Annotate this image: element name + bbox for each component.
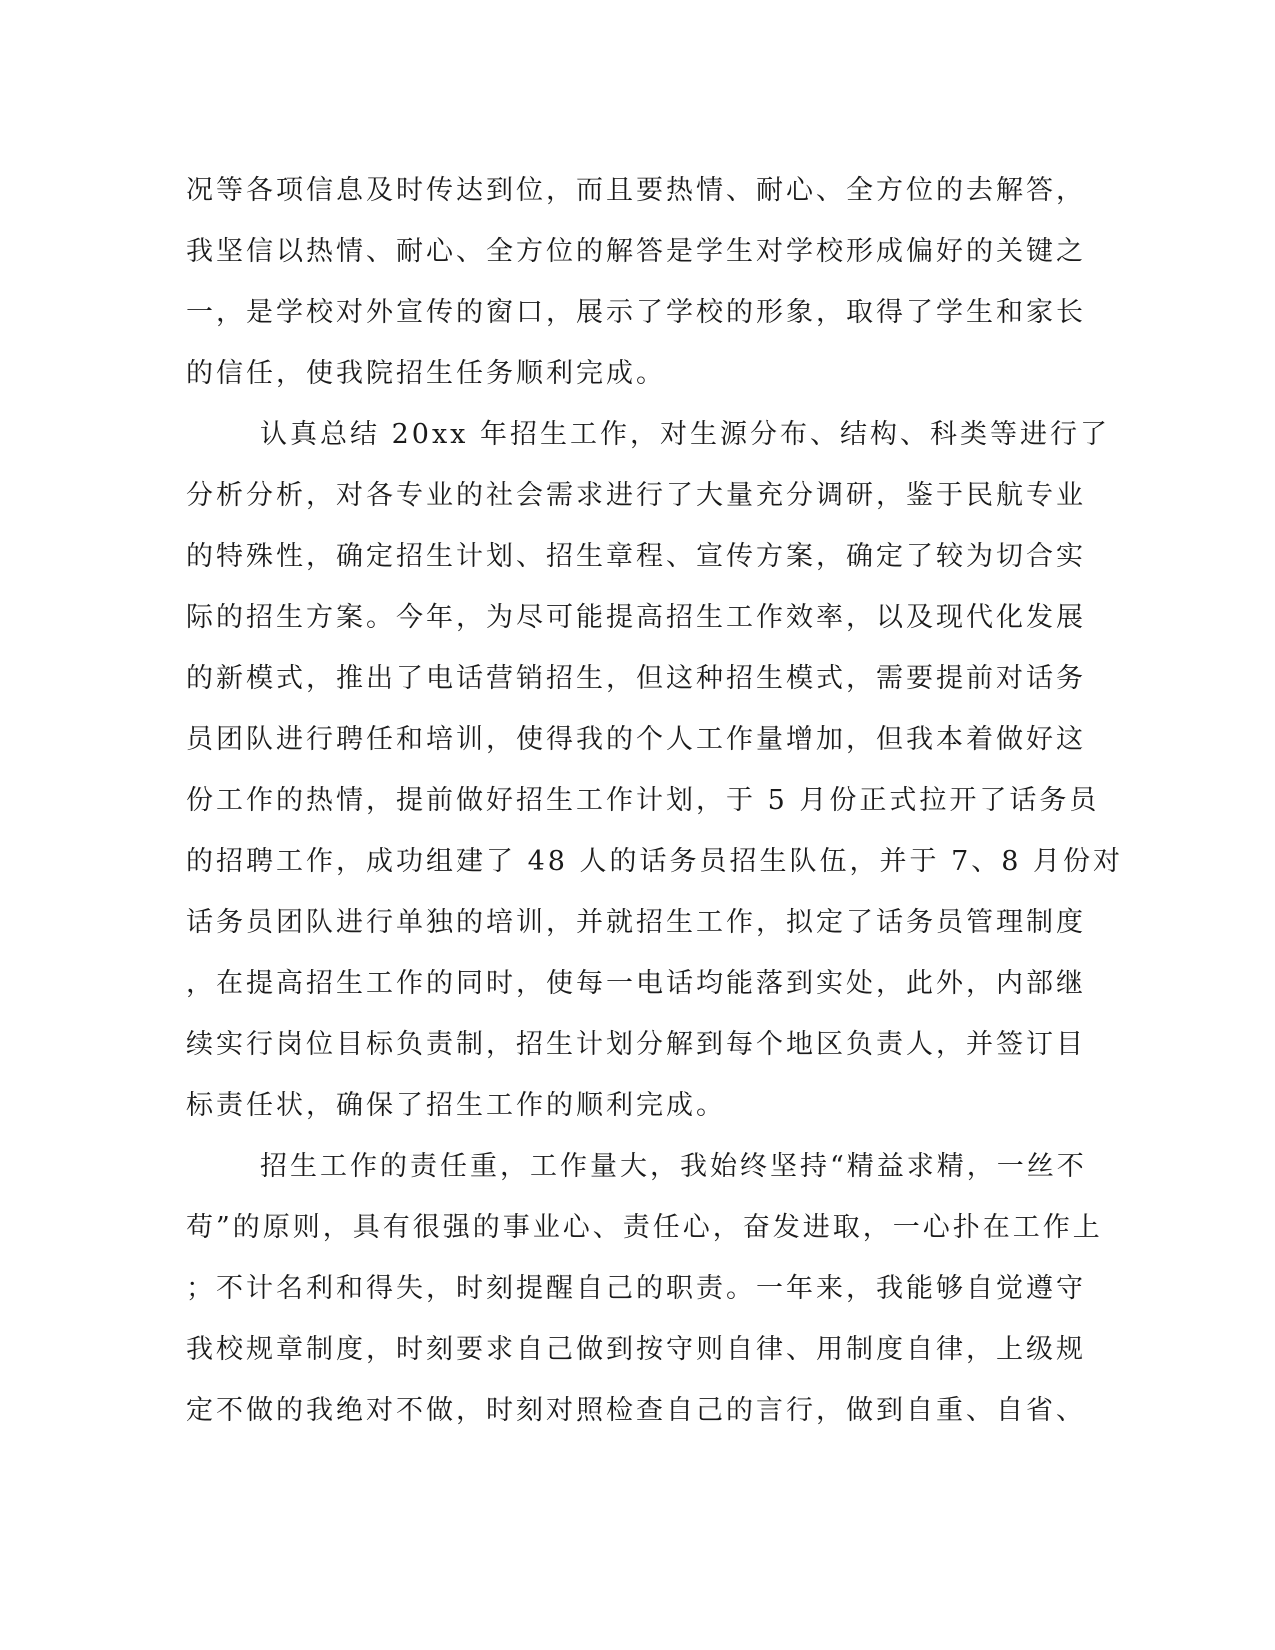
text-line: 定不做的我绝对不做，时刻对照检查自己的言行，做到自重、自省、 xyxy=(186,1395,1086,1426)
document-body xyxy=(186,160,1124,1441)
text-line: ，在提高招生工作的同时，使每一电话均能落到实处，此外，内部继 xyxy=(186,968,1086,999)
text-line: 际的招生方案。今年，为尽可能提高招生工作效率，以及现代化发展 xyxy=(186,602,1086,633)
text-line: 标责任状，确保了招生工作的顺利完成。 xyxy=(186,1090,726,1121)
paragraph-2 xyxy=(186,404,1124,1136)
text-line: ；不计名利和得失，时刻提醒自己的职责。一年来，我能够自觉遵守 xyxy=(186,1273,1086,1304)
text-line: 我坚信以热情、耐心、全方位的解答是学生对学校形成偏好的关键之 xyxy=(186,236,1086,267)
text-line: 分析分析，对各专业的社会需求进行了大量充分调研，鉴于民航专业 xyxy=(186,480,1086,511)
text-line: 苟”的原则，具有很强的事业心、责任心，奋发进取，一心扑在工作上 xyxy=(186,1212,1103,1243)
text-line: 续实行岗位目标负责制，招生计划分解到每个地区负责人，并签订目 xyxy=(186,1029,1086,1060)
text-line: 的新模式，推出了电话营销招生，但这种招生模式，需要提前对话务 xyxy=(186,663,1086,694)
text-line: 的信任，使我院招生任务顺利完成。 xyxy=(186,358,666,389)
text-line: 的招聘工作，成功组建了 48 人的话务员招生队伍，并于 7、8 月份对 xyxy=(186,846,1124,877)
text-line: 况等各项信息及时传达到位，而且要热情、耐心、全方位的去解答， xyxy=(186,175,1086,206)
text-line: 我校规章制度，时刻要求自己做到按守则自律、用制度自律，上级规 xyxy=(186,1334,1086,1365)
text-line: 的特殊性，确定招生计划、招生章程、宣传方案，确定了较为切合实 xyxy=(186,541,1086,572)
text-line: 一，是学校对外宣传的窗口，展示了学校的形象，取得了学生和家长 xyxy=(186,297,1086,328)
paragraph-3 xyxy=(186,1136,1103,1441)
text-line: 话务员团队进行单独的培训，并就招生工作，拟定了话务员管理制度 xyxy=(186,907,1086,938)
text-line-indented: 认真总结 20xx 年招生工作，对生源分布、结构、科类等进行了 xyxy=(260,419,1110,450)
text-line: 员团队进行聘任和培训，使得我的个人工作量增加，但我本着做好这 xyxy=(186,724,1086,755)
paragraph-1 xyxy=(186,160,1086,404)
text-line: 份工作的热情，提前做好招生工作计划，于 5 月份正式拉开了话务员 xyxy=(186,785,1100,816)
text-line-indented: 招生工作的责任重，工作量大，我始终坚持“精益求精，一丝不 xyxy=(260,1151,1087,1182)
